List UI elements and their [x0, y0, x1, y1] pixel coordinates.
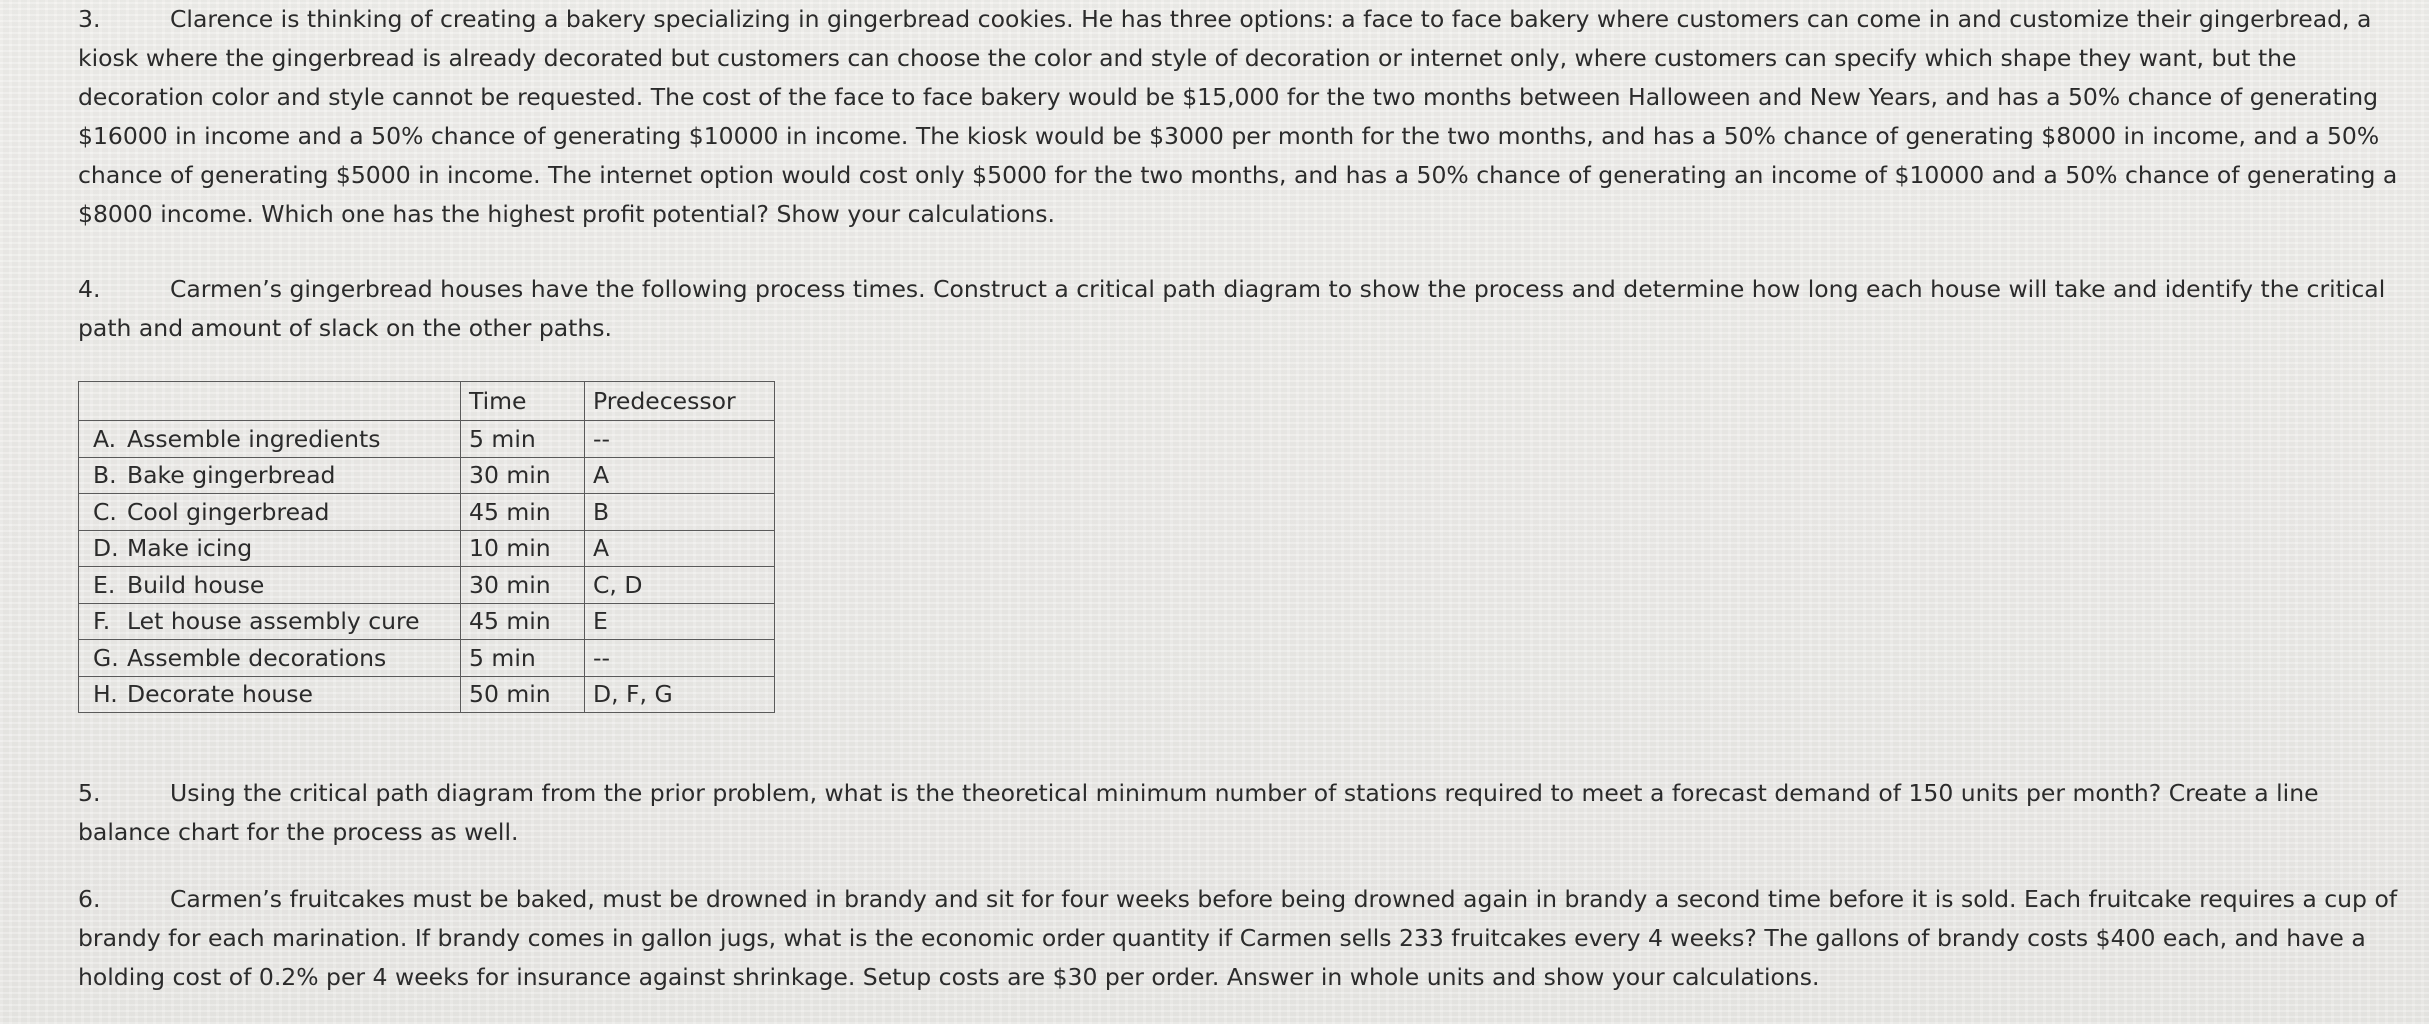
task-letter: C.: [93, 497, 117, 526]
question-6-text: Carmen’s fruitcakes must be baked, must be drowned in brandy and sit for four weeks before being drowned again in brandy a second time before it is sold. Each fruitcake requires a cup of brandy for each marination. If brandy comes in gallon jugs, what is the economic order quantity if Carmen sells 233 fruitcakes every 4 weeks? The gallons of brandy costs $400 each, and have a holding cost of 0.2% per 4 weeks for insurance against shrinkage. Setup costs are $30 per order. Answer in whole units and show your calculations.: [78, 885, 2398, 991]
time-cell: 45 min: [461, 603, 585, 640]
table-row: [79, 640, 775, 677]
question-5-number: 5.: [78, 779, 101, 807]
question-4: [78, 270, 2418, 348]
task-letter: D.: [93, 534, 119, 563]
question-3-text: Clarence is thinking of creating a bakery specializing in gingerbread cookies. He has three options: a face to face bakery where customers can come in and customize their gingerbread, a kiosk where the gingerbread is already decorated but customers can choose the color and style of decoration or internet only, where customers can specify which shape they want, but the decoration color and style cannot be requested. The cost of the face to face bakery would be $15,000 for the two months between Halloween and New Years, and has a 50% chance of generating $16000 in income and a 50% chance of generating $10000 in income. The kiosk would be $3000 per month for the two months, and has a 50% chance of generating $8000 in income, and a 50% chance of generating $5000 in income. The internet option would cost only $5000 for the two months, and has a 50% chance of generating an income of $10000 and a 50% chance of generating a $8000 income. Which one has the highest profit potential? Show your calculations.: [78, 5, 2398, 228]
question-6-number: 6.: [78, 885, 101, 913]
predecessor-cell: --: [585, 421, 775, 458]
time-cell: 45 min: [461, 494, 585, 531]
table-row: [79, 494, 775, 531]
question-6: [78, 880, 2418, 997]
task-name: Assemble ingredients: [127, 424, 381, 453]
table-header-task: [79, 382, 461, 421]
table-header-row: [79, 382, 775, 421]
table-row: [79, 530, 775, 567]
task-name: Assemble decorations: [127, 643, 387, 672]
table-row: [79, 457, 775, 494]
predecessor-cell: A: [585, 530, 775, 567]
task-name: Make icing: [127, 534, 253, 563]
task-letter: F.: [93, 607, 111, 636]
predecessor-cell: C, D: [585, 567, 775, 604]
predecessor-cell: D, F, G: [585, 676, 775, 713]
task-cell: [79, 640, 461, 677]
time-cell: 5 min: [461, 421, 585, 458]
table-row: [79, 603, 775, 640]
question-3: [78, 0, 2418, 234]
process-times-table: [78, 381, 775, 713]
task-cell: [79, 567, 461, 604]
time-cell: 5 min: [461, 640, 585, 677]
question-4-text: Carmen’s gingerbread houses have the following process times. Construct a critical path diagram to show the process and determine how long each house will take and identify the critical path and amount of slack on the other paths.: [78, 275, 2386, 342]
table-row: [79, 421, 775, 458]
task-name: Let house assembly cure: [127, 607, 420, 636]
task-name: Cool gingerbread: [127, 497, 330, 526]
task-letter: H.: [93, 680, 118, 709]
table-row: [79, 676, 775, 713]
table-row: [79, 567, 775, 604]
time-cell: 50 min: [461, 676, 585, 713]
predecessor-cell: B: [585, 494, 775, 531]
task-cell: [79, 457, 461, 494]
task-name: Decorate house: [127, 680, 313, 709]
question-4-number: 4.: [78, 275, 101, 303]
task-name: Build house: [127, 570, 265, 599]
time-cell: 30 min: [461, 567, 585, 604]
task-cell: [79, 494, 461, 531]
question-5: [78, 774, 2418, 852]
task-letter: A.: [93, 424, 117, 453]
time-cell: 30 min: [461, 457, 585, 494]
time-cell: 10 min: [461, 530, 585, 567]
task-letter: G.: [93, 643, 119, 672]
table-header-time: Time: [461, 382, 585, 421]
task-cell: [79, 676, 461, 713]
task-cell: [79, 603, 461, 640]
task-name: Bake gingerbread: [127, 461, 336, 490]
predecessor-cell: A: [585, 457, 775, 494]
question-5-text: Using the critical path diagram from the prior problem, what is the theoretical minimum number of stations required to meet a forecast demand of 150 units per month? Create a line balance chart for the process as well.: [78, 779, 2319, 846]
task-cell: [79, 421, 461, 458]
task-cell: [79, 530, 461, 567]
predecessor-cell: --: [585, 640, 775, 677]
table-header-predecessor: Predecessor: [585, 382, 775, 421]
question-3-number: 3.: [78, 5, 101, 33]
predecessor-cell: E: [585, 603, 775, 640]
task-letter: E.: [93, 570, 116, 599]
task-letter: B.: [93, 461, 117, 490]
